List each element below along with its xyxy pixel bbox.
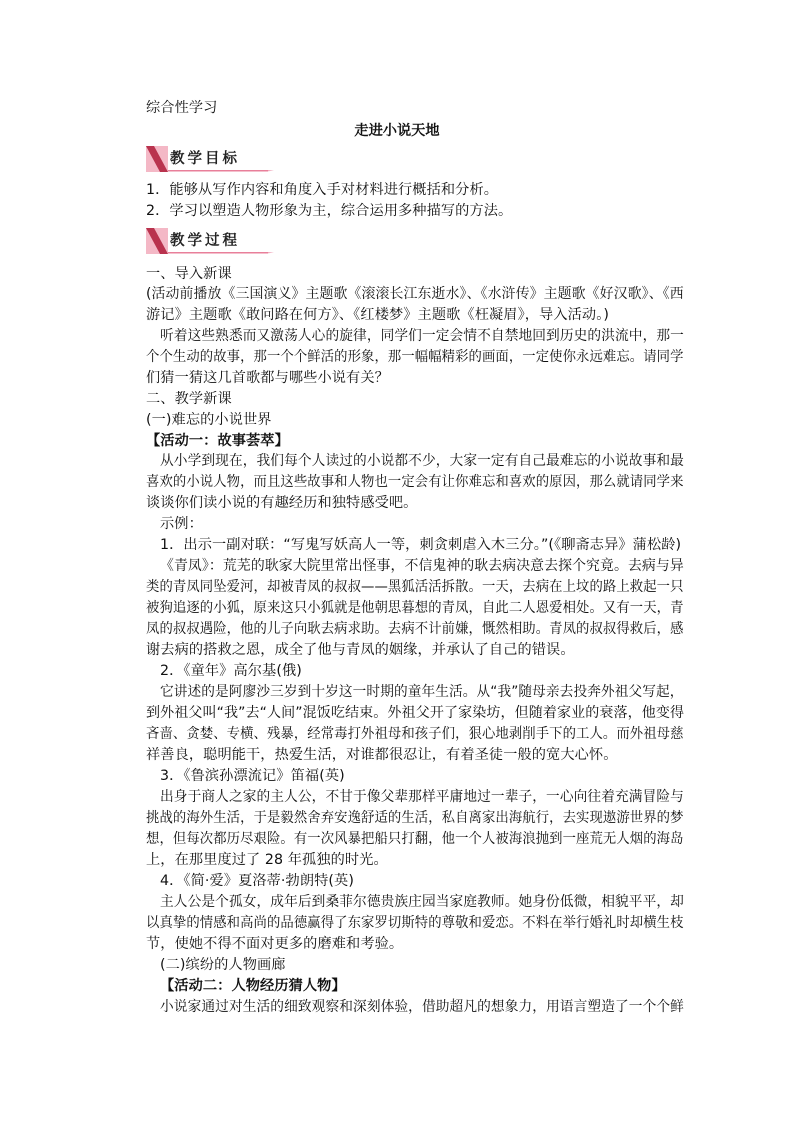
goal-item-2: 2．学习以塑造人物形象为主，综合运用多种描写的方法。	[146, 203, 513, 219]
goal-item-1: 1．能够从写作内容和角度入手对材料进行概括和分析。	[146, 182, 499, 198]
paragraph-line: 《青凤》：荒芜的耿家大院里常出怪事，不信鬼神的耿去病决意去探个究竟。去病与异	[160, 558, 684, 574]
paragraph-line: 到外祖父叫“我”去“人间”混饭吃结束。外祖父开了家染坊，但随着家业的衰落，他变得	[146, 705, 685, 721]
paragraph-line: 主人公是个孤女，成年后到桑菲尔德贵族庄园当家庭教师。她身份低微，相貌平平，却	[160, 894, 684, 910]
paragraph-line: 出身于商人之家的主人公，不甘于像父辈那样平庸地过一辈子，一心向往着充满冒险与	[160, 789, 684, 805]
paragraph-line: 它讲述的是阿廖沙三岁到十岁这一时期的童年生活。从“我”随母亲去投奔外祖父写起，	[160, 684, 684, 700]
paragraph-line: 谢去病的搭救之恩，成全了他与青凤的姻缘，并承认了自己的错误。	[146, 642, 575, 658]
paragraph-line: 个个生动的故事，那一个个鲜活的形象，那一幅幅精彩的画面，一定使你永远难忘。请同学	[146, 349, 684, 365]
section-heading-goals: 教学目标	[170, 151, 240, 167]
paragraph-line: 以真挚的情感和高尚的品德赢得了东家罗切斯特的尊敬和爱恋。不料在举行婚礼时却横生枝	[146, 915, 684, 931]
paragraph-line: (活动前播放《三国演义》主题歌《滚滚长江东逝水》、《水浒传》主题歌《好汉歌》、《西	[146, 286, 684, 302]
paragraph-line: 被狗追逐的小狐，原来这只小狐就是他朝思暮想的青凤，自此二人恩爱相处。又有一天，青	[146, 600, 684, 616]
paragraph-line: 类的青凤同坠爱河，却被青凤的叔叔——黑狐活活拆散。一天，去病在上坟的路上救起一只	[146, 579, 684, 595]
paragraph-line: 从小学到现在，我们每个人读过的小说都不少，大家一定有自己最难忘的小说故事和最	[160, 453, 684, 469]
paragraph-line: 谈谈你们读小说的有趣经历和独特感受吧。	[146, 495, 418, 511]
paragraph-line: 游记》主题歌《敢问路在何方》、《红楼梦》主题歌《枉凝眉》，导入活动。)	[146, 307, 610, 323]
paragraph-line: 吝啬、贪婪、专横、残暴，经常毒打外祖母和孩子们，狠心地剥削手下的工人。而外祖母慈	[146, 726, 684, 742]
paragraph-line: 们猜一猜这几首歌都与哪些小说有关？	[146, 370, 389, 386]
paragraph-line: 2．《童年》高尔基(俄)	[160, 663, 302, 679]
paragraph-line: 喜欢的小说人物，而且这些故事和人物也一定会有让你难忘和喜欢的原因，那么就请同学来	[146, 474, 684, 490]
paragraph-line: 4．《简·爱》夏洛蒂·勃朗特(英)	[160, 873, 354, 889]
paragraph-line: 示例：	[160, 516, 203, 532]
activity-heading: 【活动一：故事荟萃】	[146, 433, 289, 449]
section-banner-process	[146, 228, 276, 254]
paragraph-line: 凤的叔叔遇险，他的儿子向耿去病求助。去病不计前嫌，慨然相助。青凤的叔叔得救后，感	[146, 621, 684, 637]
paragraph-line: 1．出示一副对联：“写鬼写妖高人一等，刺贪刺虐入木三分。”(《聊斋志异》蒲松龄)	[160, 537, 682, 553]
paragraph-line: 祥善良，聪明能干，热爱生活，对谁都很忍让，有着圣徒一般的宽大心怀。	[146, 747, 618, 763]
paragraph-line: 小说家通过对生活的细致观察和深刻体验，借助超凡的想象力，用语言塑造了一个个鲜	[160, 999, 684, 1015]
section-heading-process: 教学过程	[170, 233, 240, 249]
activity-heading: 【活动二：人物经历猜人物】	[160, 978, 346, 994]
paragraph-line: 节，使她不得不面对更多的磨难和考验。	[146, 936, 404, 952]
paragraph-line: 挑战的海外生活，于是毅然舍弃安逸舒适的生活，私自离家出海航行，去实现遨游世界的梦	[146, 810, 684, 826]
page-title: 走进小说天地	[354, 123, 440, 139]
paragraph-line: 3．《鲁滨孙漂流记》笛福(英)	[160, 768, 345, 784]
section-label: 综合性学习	[146, 100, 218, 116]
paragraph-line: 想，但每次都历尽艰险。有一次风暴把船只打翻，他一个人被海浪抛到一座荒无人烟的海岛	[146, 831, 684, 847]
paragraph-line: 听着这些熟悉而又激荡人心的旋律，同学们一定会情不自禁地回到历史的洪流中，那一	[160, 328, 684, 344]
section-banner-goals	[146, 146, 276, 172]
subheading: (二)缤纷的人物画廊	[160, 957, 286, 973]
subheading: 一、导入新课	[146, 266, 232, 282]
paragraph-line: 上，在那里度过了 28 年孤独的时光。	[146, 852, 388, 868]
subheading: (一)难忘的小说世界	[146, 412, 272, 428]
subheading: 二、教学新课	[146, 391, 232, 407]
